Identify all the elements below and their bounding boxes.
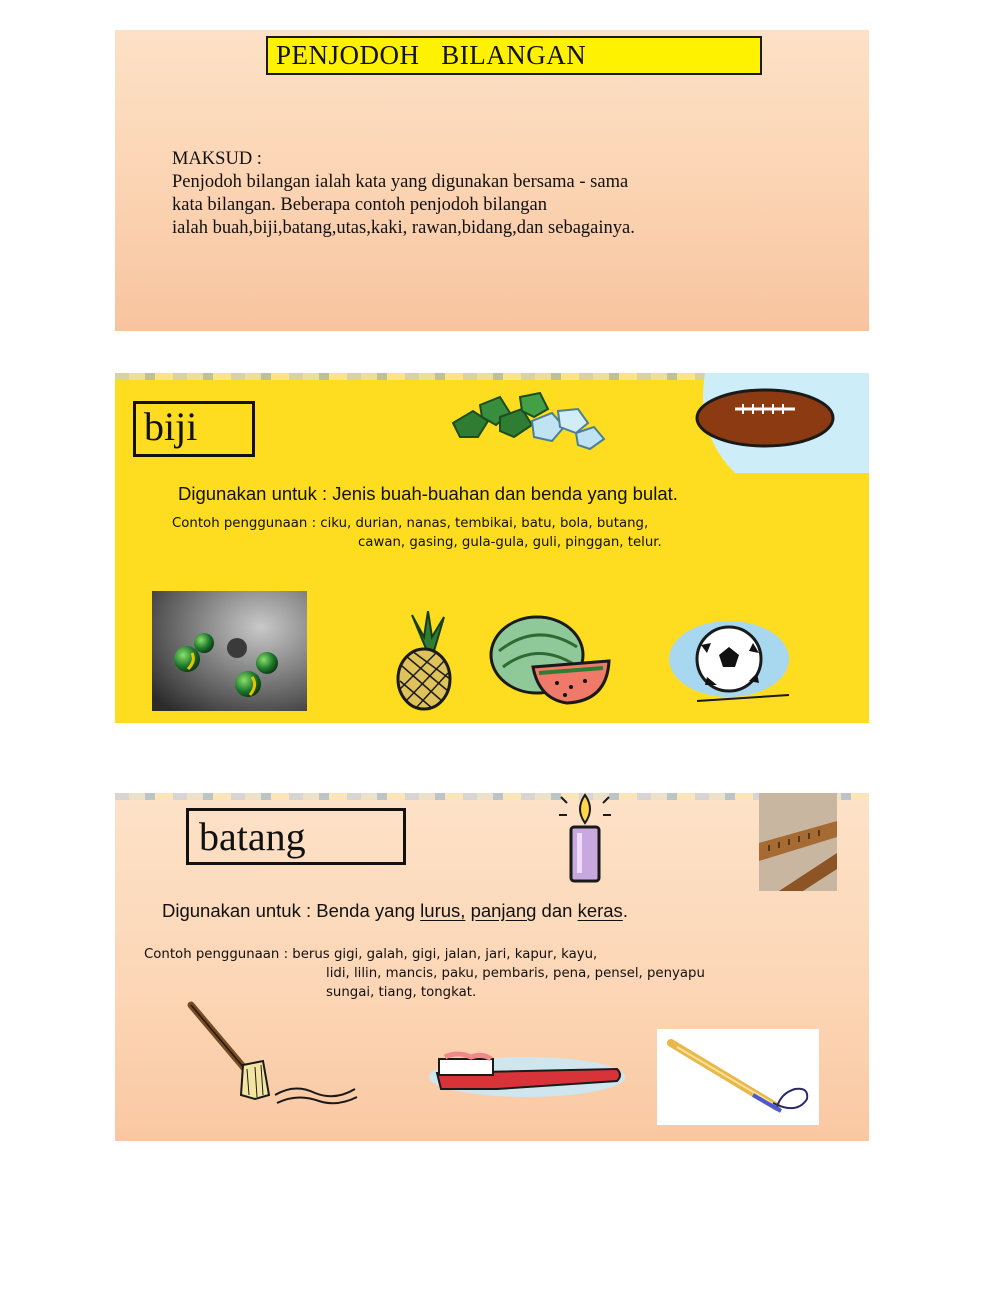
usage-prefix: Digunakan untuk : Benda yang [162, 900, 421, 921]
usage-lurus: lurus, [420, 900, 466, 921]
definition-line-2: kata bilangan. Beberapa contoh penjodoh bilangan [172, 195, 548, 215]
examples-line-3: sungai, tiang, tongkat. [326, 985, 477, 1000]
candle-icon [555, 793, 615, 885]
rugby-ball-icon [695, 373, 869, 473]
examples-text [144, 945, 705, 1002]
examples-line-2: cawan, gasing, gula-gula, guli, pinggan, telur. [358, 535, 662, 550]
marbles-photo [152, 591, 307, 711]
word-batang: batang [186, 808, 406, 865]
usage-panjang: panjang [470, 900, 537, 921]
definition-text [172, 148, 852, 240]
definition-line-1: Penjodoh bilangan ialah kata yang digunakan bersama - sama [172, 172, 629, 192]
usage-end: . [622, 900, 628, 921]
usage-text [162, 900, 628, 922]
pineapple-icon [382, 611, 472, 711]
slide-biji [115, 373, 869, 723]
usage-dan: dan [536, 900, 578, 921]
candy-icon [448, 387, 608, 453]
word-biji: biji [133, 401, 255, 457]
ruler-photo [759, 793, 837, 891]
soccer-ball-icon [667, 619, 797, 705]
examples-line-1: Contoh penggunaan : berus gigi, galah, gigi, jalan, jari, kapur, kayu, [144, 947, 598, 962]
broom-icon [185, 999, 365, 1109]
examples-text [172, 514, 662, 552]
watermelon-icon [487, 611, 617, 706]
examples-line-2: lidi, lilin, mancis, paku, pembaris, pena, pensel, penyapu [326, 966, 705, 981]
decorative-strip [115, 793, 869, 800]
definition-heading: MAKSUD : [172, 149, 262, 169]
slide-definition [115, 30, 869, 331]
definition-line-3: ialah buah,biji,batang,utas,kaki, rawan,bidang,dan sebagainya. [172, 218, 635, 238]
toothbrush-icon [427, 1049, 627, 1099]
slide-batang [115, 793, 869, 1141]
page-title: PENJODOH BILANGAN [266, 36, 762, 75]
examples-line-1: Contoh penggunaan : ciku, durian, nanas, tembikai, batu, bola, butang, [172, 516, 649, 531]
usage-text: Digunakan untuk : Jenis buah-buahan dan benda yang bulat. [178, 483, 678, 504]
pen-photo [657, 1029, 819, 1125]
usage-keras: keras [577, 900, 623, 921]
